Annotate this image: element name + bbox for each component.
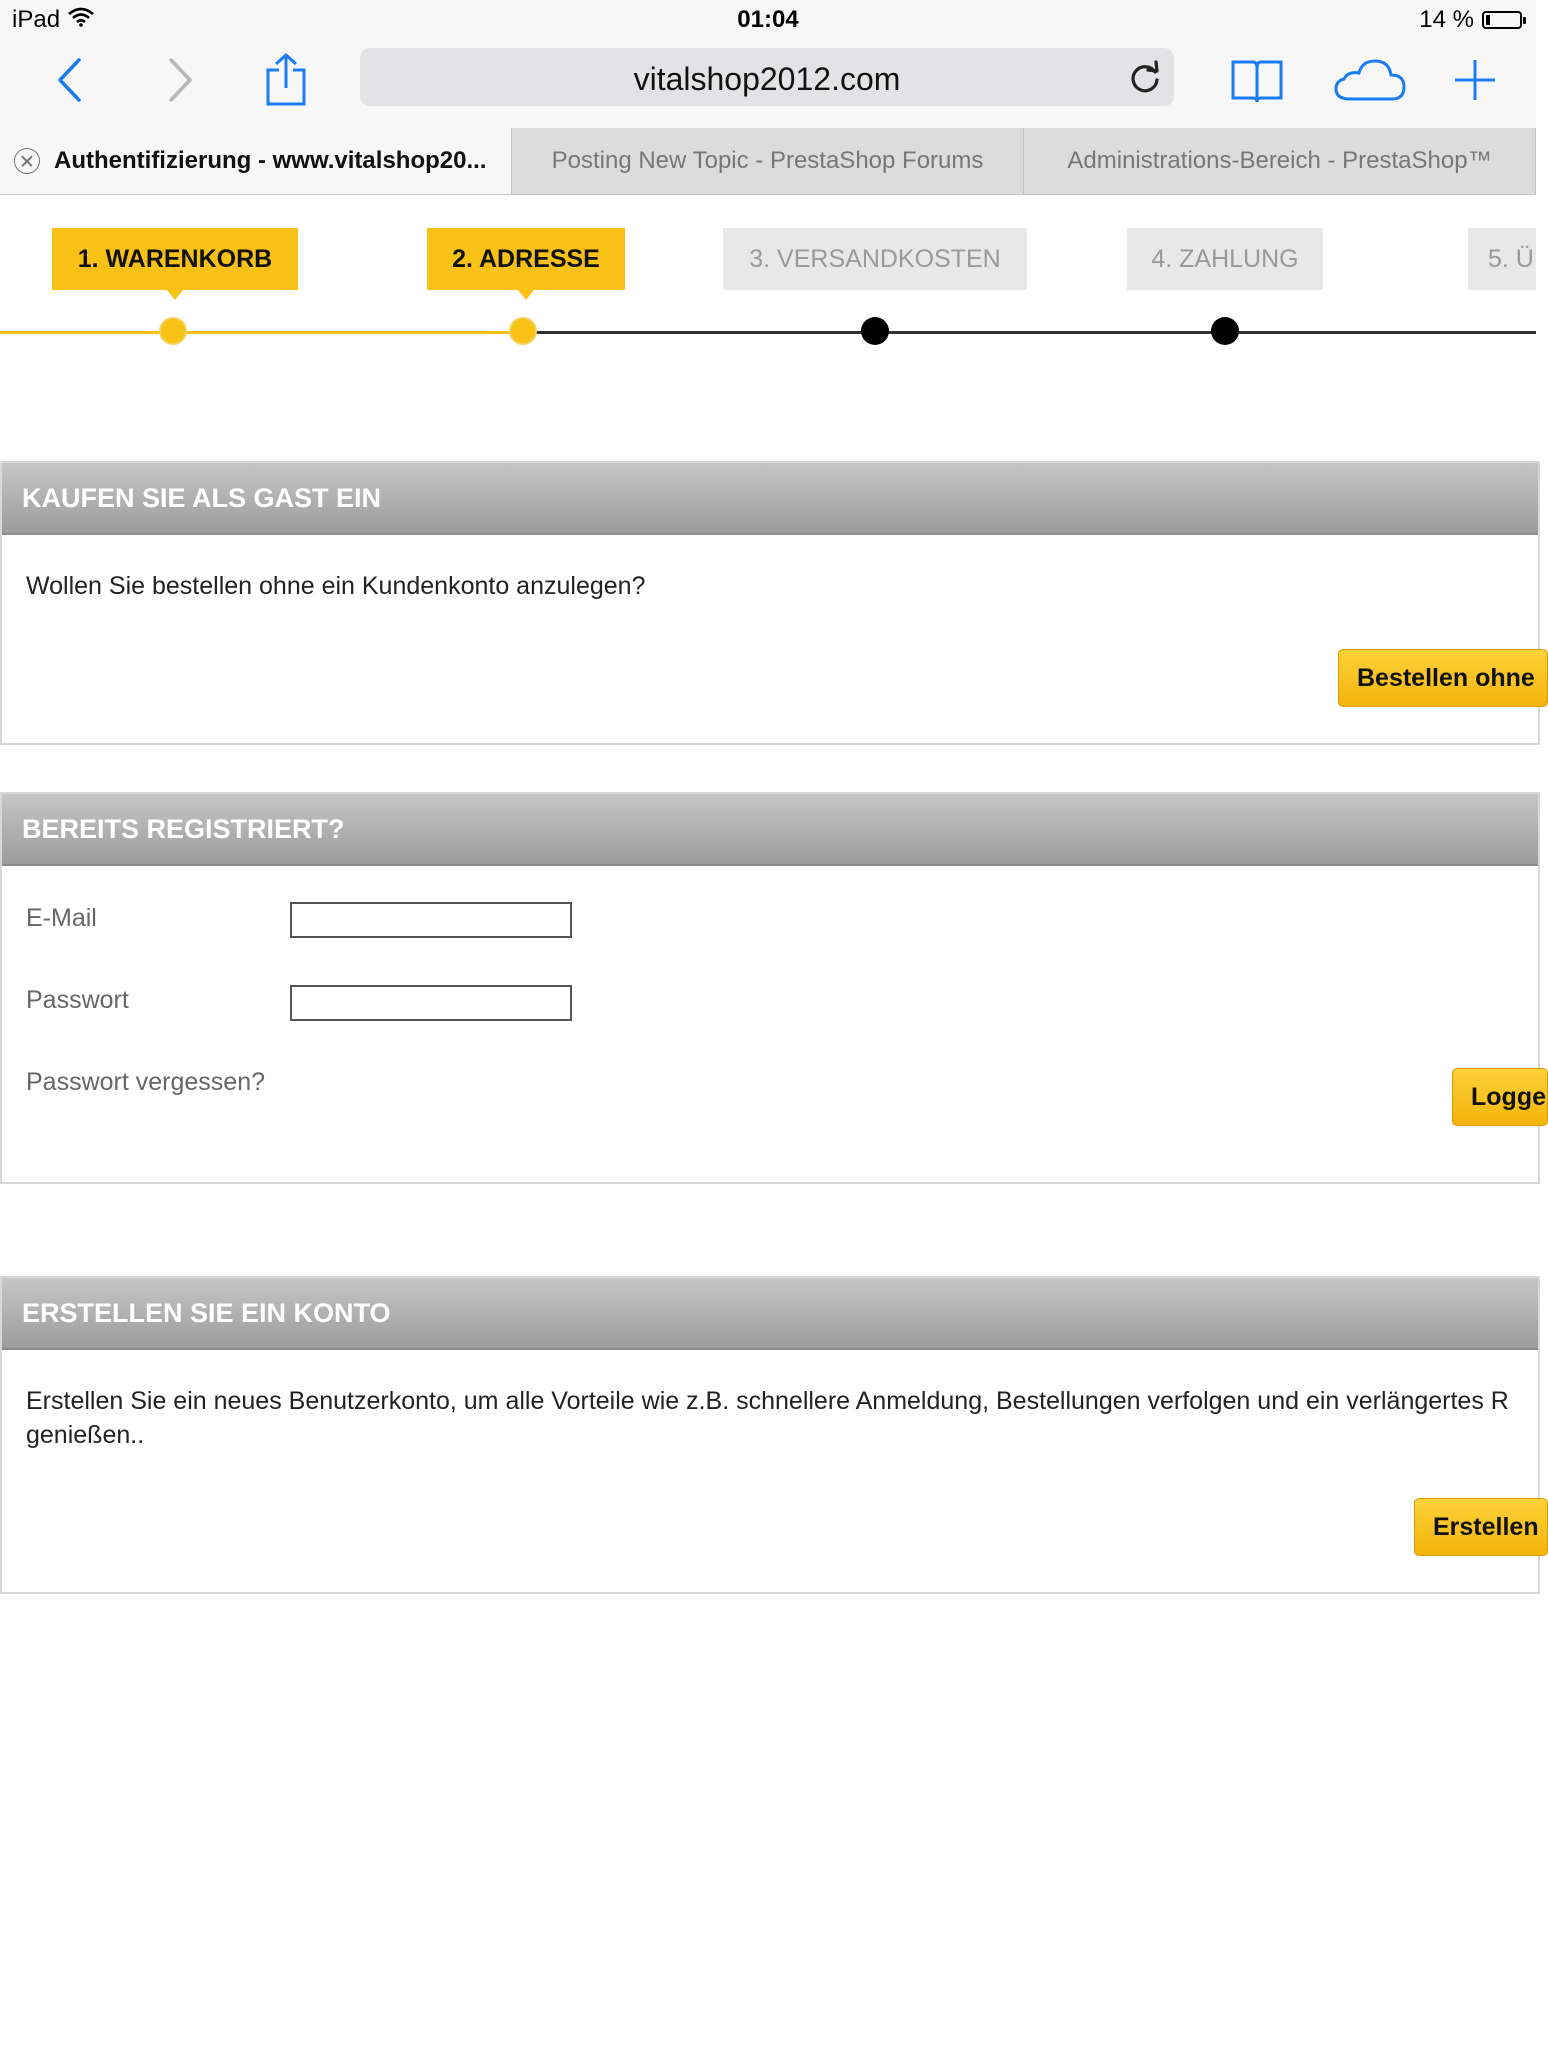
guest-panel-title: KAUFEN SIE ALS GAST EIN (2, 463, 1538, 535)
tab-administrations-bereich[interactable] (1024, 128, 1536, 194)
address-bar[interactable] (360, 48, 1174, 106)
step-label: 3. VERSANDKOSTEN (749, 244, 1001, 273)
status-bar (0, 0, 1536, 40)
login-button[interactable]: Logge (1452, 1068, 1548, 1126)
battery-level (1486, 15, 1490, 25)
reload-icon[interactable] (1128, 60, 1162, 94)
guest-checkout-panel (0, 461, 1540, 745)
password-label: Passwort (26, 986, 129, 1014)
create-account-panel (0, 1276, 1540, 1594)
tab-prestashop-forums[interactable] (512, 128, 1024, 194)
new-tab-icon[interactable] (1448, 40, 1502, 120)
password-field[interactable] (290, 985, 572, 1021)
step-dot-1 (159, 317, 187, 345)
battery-percent: 14 % (1419, 6, 1474, 33)
guest-panel-text: Wollen Sie bestellen ohne ein Kundenkonto anzulegen? (26, 572, 646, 600)
share-icon[interactable] (256, 40, 316, 120)
step-uebersicht (1468, 228, 1536, 290)
forward-icon[interactable] (150, 40, 210, 120)
tab-authentifizierung[interactable] (0, 128, 512, 194)
progress-track-done (0, 331, 524, 334)
forgot-password-link[interactable]: Passwort vergessen? (26, 1068, 266, 1096)
login-panel (0, 792, 1546, 1184)
battery-icon (1482, 11, 1522, 29)
status-right (1419, 6, 1522, 34)
back-icon[interactable] (40, 40, 100, 120)
icloud-tabs-icon[interactable] (1332, 40, 1408, 120)
tab-label: Posting New Topic - PrestaShop Forums (551, 147, 984, 174)
step-warenkorb[interactable] (52, 228, 298, 290)
device-name: iPad (12, 6, 61, 33)
step-label: 5. Ü (1488, 244, 1534, 273)
bookmarks-icon[interactable] (1226, 40, 1288, 120)
step-dot-2 (509, 317, 537, 345)
checkout-steps (0, 194, 1536, 394)
clock: 01:04 (737, 6, 799, 33)
step-label: 1. WARENKORB (77, 244, 273, 273)
create-account-button[interactable]: Erstellen (1414, 1498, 1548, 1556)
login-panel-title: BEREITS REGISTRIERT? (2, 794, 1538, 866)
email-field[interactable] (290, 902, 572, 938)
step-zahlung (1127, 228, 1323, 290)
step-label: 4. ZAHLUNG (1151, 244, 1299, 273)
step-dot-3 (861, 317, 889, 345)
step-dot-4 (1211, 317, 1239, 345)
close-icon[interactable] (14, 148, 40, 174)
progress-track-todo (524, 331, 1536, 334)
create-account-text: Erstellen Sie ein neues Benutzerkonto, um alle Vorteile wie z.B. schnellere Anmeldung, Bestellungen verfolgen und ein verlängertes R genießen.. (26, 1387, 1509, 1449)
create-account-title: ERSTELLEN SIE EIN KONTO (2, 1278, 1538, 1350)
email-label: E-Mail (26, 904, 97, 932)
browser-toolbar (0, 40, 1536, 128)
tab-label: Administrations-Bereich - PrestaShop™ (1067, 147, 1492, 174)
step-adresse[interactable] (427, 228, 625, 290)
url-text: vitalshop2012.com (633, 61, 901, 97)
guest-order-button[interactable]: Bestellen ohne (1338, 649, 1548, 707)
step-versandkosten (723, 228, 1027, 290)
step-label: 2. ADRESSE (452, 244, 600, 273)
tab-label: Authentifizierung - www.vitalshop20... (54, 147, 487, 174)
tab-bar (0, 128, 1536, 195)
